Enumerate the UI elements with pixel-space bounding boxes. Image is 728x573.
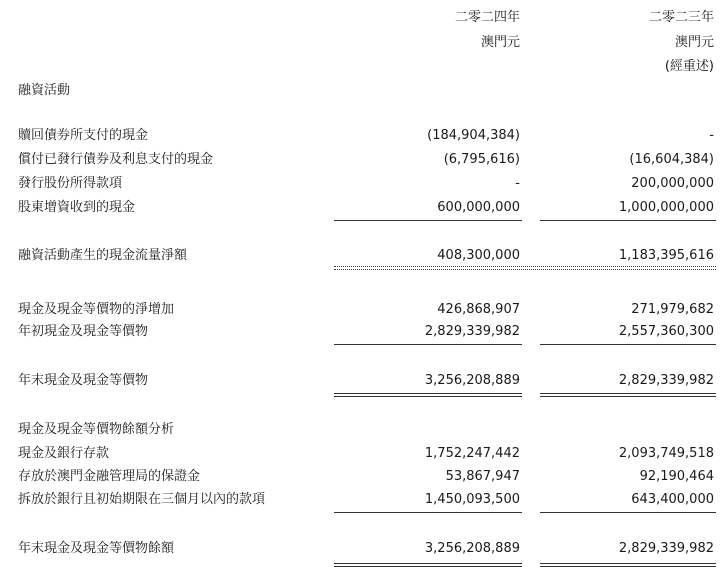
row-label: 股東增資收到的現金	[18, 200, 136, 215]
financing-net-label: 融資活動產生的現金流量淨額	[18, 248, 188, 263]
row-label: 贖回債券所支付的現金	[18, 128, 149, 143]
total-double-rule	[334, 563, 522, 567]
year-end-balance-2024: 3,256,208,889	[424, 541, 520, 556]
financing-net-2023: 1,183,395,616	[618, 248, 714, 263]
total-double-rule	[334, 393, 522, 397]
row-value-2024: (184,904,384)	[427, 128, 520, 143]
header-2023-currency: 澳門元	[674, 35, 714, 50]
subtotal-rule	[334, 512, 522, 513]
row-value-2024: 426,868,907	[437, 302, 520, 317]
row-value-2023: 92,190,464	[639, 469, 714, 484]
header-2024-year: 二零二四年	[454, 10, 520, 25]
year-end-label: 年末現金及現金等價物	[18, 373, 149, 388]
row-label: 現金及銀行存款	[18, 446, 110, 461]
row-label: 償付已發行債券及利息支付的現金	[18, 152, 214, 167]
subtotal-rule	[540, 220, 716, 221]
financing-net-2024: 408,300,000	[437, 248, 520, 263]
row-value-2023: 271,979,682	[631, 302, 714, 317]
row-label: 現金及現金等價物的淨增加	[18, 302, 175, 317]
year-end-balance-label: 年末現金及現金等價物餘額	[18, 541, 175, 556]
year-end-balance-2023: 2,829,339,982	[618, 541, 714, 556]
row-value-2023: 1,000,000,000	[618, 200, 714, 215]
row-value-2023: 643,400,000	[631, 492, 714, 507]
subtotal-rule	[540, 344, 716, 345]
row-value-2024: (6,795,616)	[443, 152, 520, 167]
row-value-2023: 2,093,749,518	[618, 446, 714, 461]
row-value-2024: -	[515, 176, 520, 191]
row-value-2024: 53,867,947	[445, 469, 520, 484]
row-value-2023: (16,604,384)	[629, 152, 714, 167]
section-title-financing: 融資活動	[18, 83, 71, 98]
header-2023-restated: (經重述)	[664, 59, 714, 74]
total-double-rule	[334, 266, 716, 270]
total-double-rule	[540, 563, 716, 567]
row-value-2023: 2,557,360,300	[618, 324, 714, 339]
row-value-2024: 1,752,247,442	[424, 446, 520, 461]
row-label: 存放於澳門金融管理局的保證金	[18, 469, 201, 484]
row-value-2023: 200,000,000	[631, 176, 714, 191]
row-label: 發行股份所得款項	[18, 176, 123, 191]
year-end-2023: 2,829,339,982	[618, 373, 714, 388]
subtotal-rule	[540, 512, 716, 513]
header-2024-currency: 澳門元	[480, 35, 520, 50]
year-end-2024: 3,256,208,889	[424, 373, 520, 388]
header-2023-year: 二零二三年	[648, 10, 714, 25]
row-value-2023: -	[709, 128, 714, 143]
row-value-2024: 600,000,000	[437, 200, 520, 215]
row-label: 年初現金及現金等價物	[18, 324, 149, 339]
total-double-rule	[540, 393, 716, 397]
section-title-analysis: 現金及現金等價物餘額分析	[18, 422, 175, 437]
subtotal-rule	[334, 220, 522, 221]
row-label: 拆放於銀行且初始期限在三個月以內的款項	[18, 492, 266, 507]
row-value-2024: 1,450,093,500	[424, 492, 520, 507]
subtotal-rule	[334, 344, 522, 345]
row-value-2024: 2,829,339,982	[424, 324, 520, 339]
